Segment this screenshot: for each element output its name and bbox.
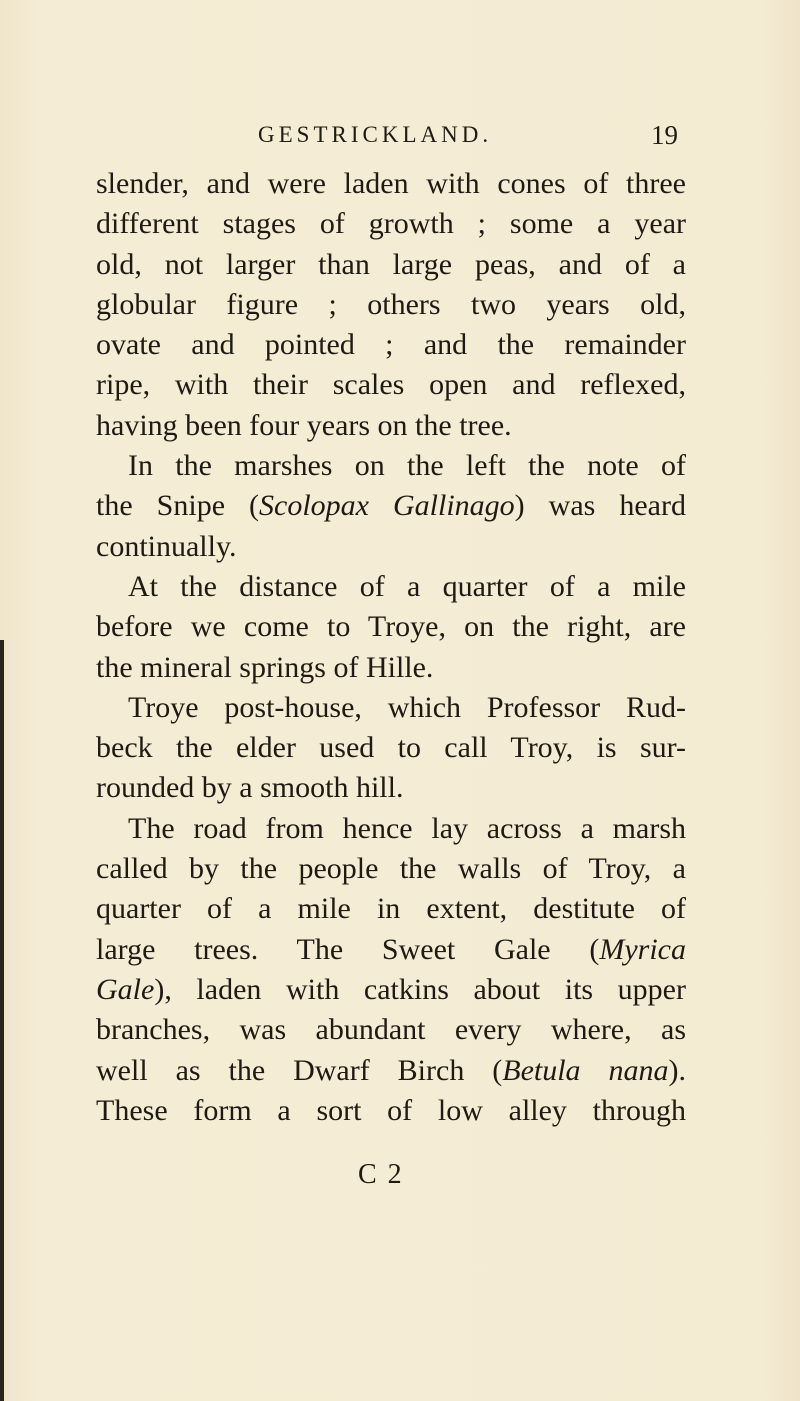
text-span: large trees. The Sweet Gale (	[96, 932, 600, 966]
species-name: Gale	[96, 972, 155, 1006]
text-line	[96, 1051, 686, 1091]
running-title: GESTRICKLAND.	[258, 122, 493, 147]
text-span: ) was heard	[514, 489, 686, 523]
species-name: Scolopax Gallinago	[259, 489, 515, 523]
text-line: ovate and pointed ; and the remainder	[96, 328, 686, 362]
text-line: These form a sort of low alley through	[96, 1093, 686, 1127]
species-name: Myrica	[599, 932, 686, 966]
text-span: ), laden with catkins about its upper	[154, 972, 686, 1006]
text-line: rounded by a smooth hill.	[96, 771, 404, 805]
text-line: beck the elder used to call Troy, is sur-	[96, 731, 686, 765]
text-line: branches, was abundant every where, as	[96, 1013, 686, 1047]
text-line: called by the people the walls of Troy, a	[96, 852, 686, 886]
running-head	[258, 120, 678, 154]
text-line: Troye post-house, which Professor Rud-	[128, 690, 686, 724]
text-span: well as the Dwarf Birch (	[96, 1053, 503, 1087]
text-span: ).	[668, 1053, 686, 1087]
text-line: ripe, with their scales open and reflexed,	[96, 368, 686, 402]
text-line: globular figure ; others two years old,	[96, 287, 686, 321]
text-line	[96, 970, 686, 1010]
text-line: the mineral springs of Hille.	[96, 650, 434, 684]
body-text	[96, 164, 686, 1131]
text-line: old, not larger than large peas, and of a	[96, 247, 686, 281]
text-line: different stages of growth ; some a year	[96, 207, 686, 241]
text-line: slender, and were laden with cones of three	[96, 167, 686, 200]
page-edge-shadow	[0, 640, 4, 1401]
text-line	[96, 486, 686, 526]
text-line: The road from hence lay across a marsh	[128, 811, 686, 845]
text-line: quarter of a mile in extent, destitute of	[96, 892, 686, 926]
text-line: before we come to Troye, on the right, are	[96, 610, 686, 644]
species-name: Betula nana	[502, 1053, 669, 1087]
text-line	[96, 930, 686, 970]
text-line: At the distance of a quarter of a mile	[128, 569, 686, 603]
signature-mark: C 2	[358, 1159, 404, 1190]
text-line: In the marshes on the left the note of	[128, 449, 686, 483]
page-number: 19	[651, 120, 678, 150]
text-span: the Snipe (	[96, 489, 260, 523]
text-line: continually.	[96, 529, 237, 563]
text-line: having been four years on the tree.	[96, 408, 512, 442]
